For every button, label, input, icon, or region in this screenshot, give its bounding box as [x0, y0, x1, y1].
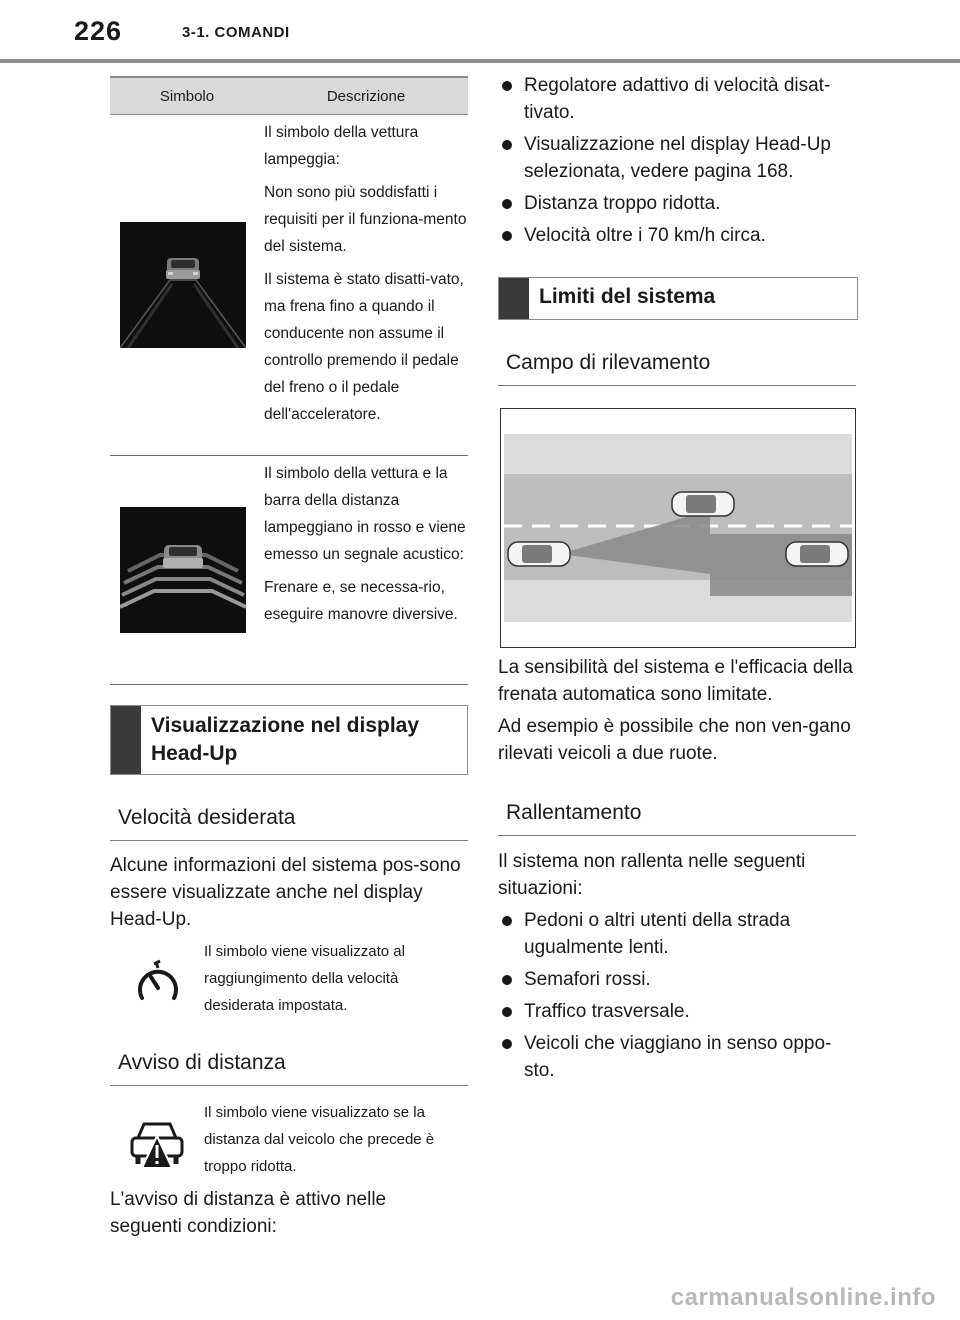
distance-icon-caption: Il simbolo viene visualizzato se la distanza dal veicolo che precede è troppo ridotta.	[204, 1104, 435, 1175]
description-paragraph: Il sistema è stato disatti-vato, ma frena fino a quando il conducente non assume il controllo premendo il pedale del freno o il pedale dell'acceleratore.	[264, 271, 464, 423]
speed-text: Alcune informazioni del sistema pos-sono essere visualizzate anche nel display Head-Up.	[110, 855, 461, 930]
section-bar	[499, 278, 529, 319]
slowdown-list	[498, 907, 858, 1089]
list-item: Visualizzazione nel display Head-Up selezionata, vedere pagina 168.	[498, 131, 858, 185]
section-heading-hud	[110, 705, 468, 775]
subheading-distance: Avviso di distanza	[110, 1051, 468, 1086]
section-title: Limiti del sistema	[539, 285, 716, 308]
distance-text: L'avviso di distanza è attivo nelle seguenti condizioni:	[110, 1189, 387, 1237]
section-heading-limits	[498, 277, 858, 320]
description-cell	[256, 456, 468, 684]
col-symbol-header: Simbolo	[159, 87, 215, 105]
section-title: Visualizzazione nel display Head-Up	[151, 714, 420, 765]
list-item: Pedoni o altri utenti della strada ugualmente lenti.	[498, 907, 858, 961]
table-header	[110, 76, 468, 115]
header-rule	[0, 59, 960, 63]
car-blinking-dashboard-icon	[120, 222, 246, 348]
conditions-list	[498, 72, 858, 254]
slowdown-intro: Il sistema non rallenta nelle seguenti situazioni:	[498, 851, 806, 899]
speed-icon-caption: Il simbolo viene visualizzato al raggiungimento della velocità desiderata impostata.	[204, 943, 405, 1014]
list-item: Veicoli che viaggiano in senso oppo-sto.	[498, 1030, 858, 1084]
col-description-header: Descrizione	[326, 87, 406, 105]
symbol-table	[110, 76, 468, 685]
car-warning-icon	[128, 1118, 186, 1172]
description-cell	[256, 115, 468, 455]
description-paragraph: Non sono più soddisfatti i requisiti per il funziona-mento del sistema.	[264, 184, 467, 255]
description-paragraph: Il simbolo della vettura e la barra della distanza lampeggiano in rosso e viene emesso un segnale acustico:	[264, 465, 466, 563]
symbol-cell	[110, 456, 256, 684]
page-number: 226	[74, 16, 123, 46]
list-item: Velocità oltre i 70 km/h circa.	[498, 222, 858, 249]
table-row	[110, 115, 468, 456]
chapter-title: 3-1. COMANDI	[182, 24, 290, 41]
subheading-range: Campo di rilevamento	[498, 351, 856, 386]
description-paragraph: Frenare e, se necessa-rio, eseguire manovre diversive.	[264, 579, 458, 623]
speedometer-icon	[134, 958, 182, 1006]
range-text-1: La sensibilità del sistema e l'efficacia della frenata automatica sono limitate.	[498, 657, 853, 705]
car-icon	[786, 542, 848, 566]
watermark: carmanualsonline.info	[670, 1284, 936, 1311]
list-item: Traffico trasversale.	[498, 998, 858, 1025]
section-bar	[111, 706, 141, 774]
range-text-2: Ad esempio è possibile che non ven-gano rilevati veicoli a due ruote.	[498, 716, 851, 764]
list-item: Distanza troppo ridotta.	[498, 190, 858, 217]
description-paragraph: Il simbolo della vettura lampeggia:	[264, 124, 419, 168]
car-icon	[672, 492, 734, 516]
symbol-cell	[110, 115, 256, 455]
subheading-slowdown: Rallentamento	[498, 801, 856, 836]
table-row	[110, 456, 468, 685]
car-icon	[508, 542, 570, 566]
subheading-speed: Velocità desiderata	[110, 806, 468, 841]
list-item: Semafori rossi.	[498, 966, 858, 993]
list-item: Regolatore adattivo di velocità disat-tivato.	[498, 72, 858, 126]
detection-range-diagram	[500, 408, 856, 648]
car-distance-bars-icon	[120, 507, 246, 633]
